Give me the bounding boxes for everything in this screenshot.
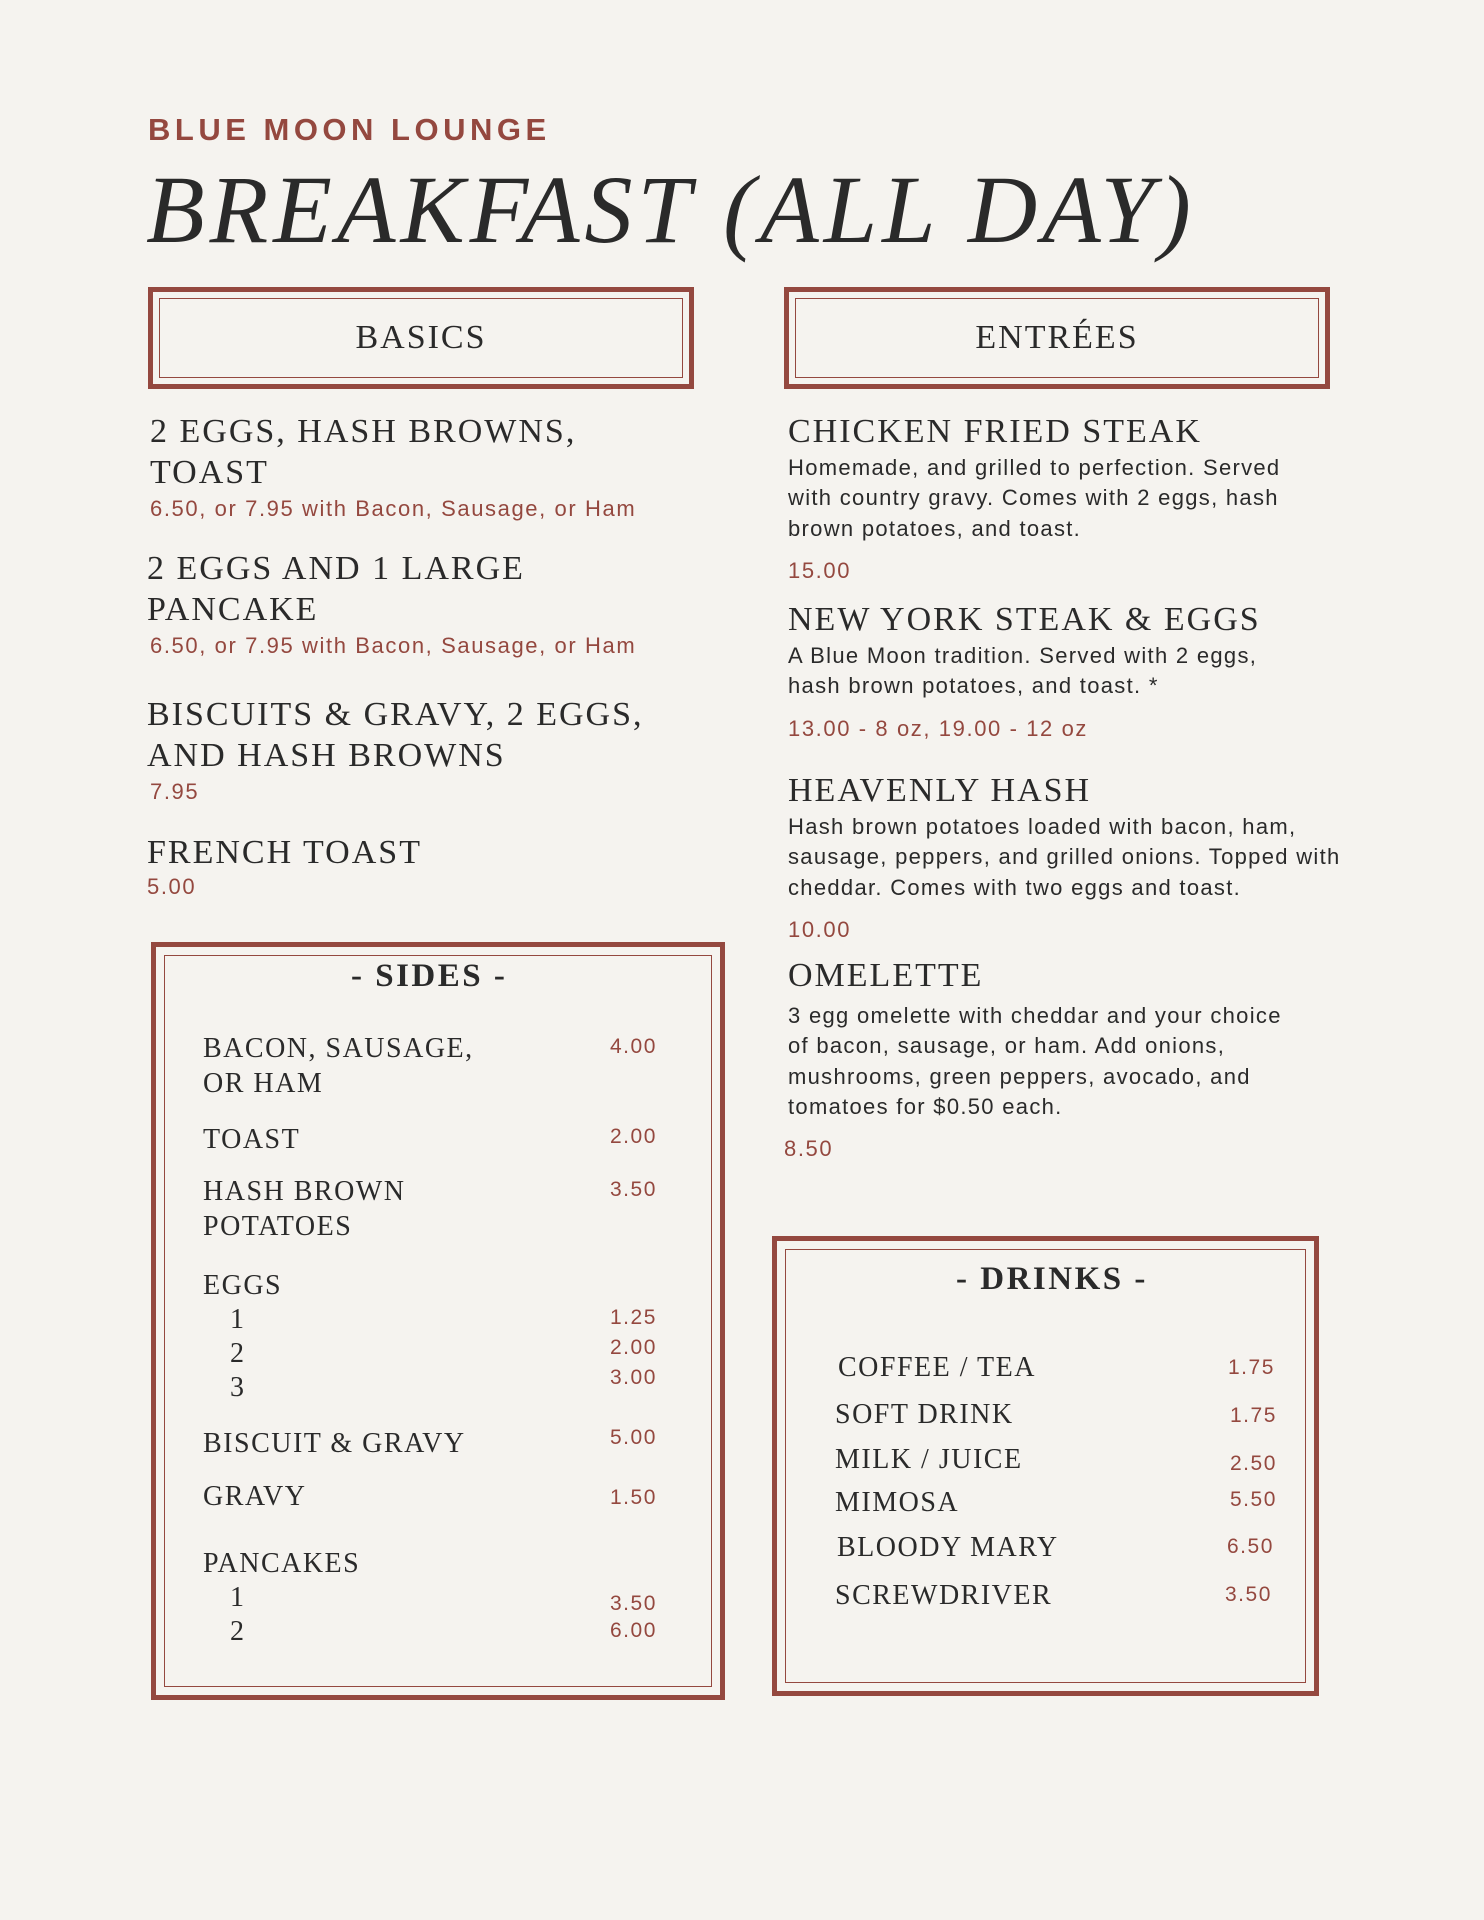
item-name: CHICKEN FRIED STEAK bbox=[788, 413, 1202, 450]
basics-item bbox=[147, 833, 422, 900]
item-name: FRENCH TOAST bbox=[147, 834, 422, 871]
side-item-name: PANCAKES bbox=[203, 1548, 361, 1579]
side-item-price: 2.00 bbox=[610, 1125, 657, 1148]
side-item-price: 1.50 bbox=[610, 1486, 657, 1509]
basics-heading-box bbox=[148, 287, 694, 389]
side-item-name: GRAVY bbox=[203, 1481, 307, 1512]
egg-qty: 3 bbox=[230, 1372, 246, 1403]
item-price: 8.50 bbox=[784, 1136, 834, 1162]
item-price: 10.00 bbox=[788, 916, 852, 942]
item-name: 2 EGGS, HASH BROWNS, TOAST bbox=[150, 413, 577, 491]
side-item-price: 4.00 bbox=[610, 1035, 657, 1058]
entree-item bbox=[788, 412, 1280, 584]
drink-price: 5.50 bbox=[1230, 1488, 1277, 1511]
drink-name: MILK / JUICE bbox=[835, 1444, 1023, 1475]
pancake-qty: 1 bbox=[230, 1582, 246, 1613]
item-description: 3 egg omelette with cheddar and your choice of bacon, sausage, or ham. Add onions, mushrooms, green peppers, avocado, and tomatoes for $0.50 each. bbox=[788, 1002, 1282, 1119]
item-name: HEAVENLY HASH bbox=[788, 772, 1092, 809]
side-item-name: HASH BROWN POTATOES bbox=[203, 1176, 406, 1242]
drink-name: SOFT DRINK bbox=[835, 1399, 1014, 1430]
egg-qty: 1 bbox=[230, 1304, 246, 1335]
entree-item bbox=[784, 956, 1282, 1162]
basics-item bbox=[147, 549, 636, 659]
item-description: A Blue Moon tradition. Served with 2 eggs, hash brown potatoes, and toast. * bbox=[788, 642, 1258, 699]
item-price: 5.00 bbox=[147, 873, 197, 899]
page-title: BREAKFAST (ALL DAY) bbox=[146, 156, 1196, 263]
side-item-name: EGGS bbox=[203, 1270, 283, 1301]
drink-name: COFFEE / TEA bbox=[838, 1352, 1036, 1383]
drink-price: 1.75 bbox=[1230, 1404, 1277, 1427]
side-item-name: TOAST bbox=[203, 1124, 301, 1155]
drink-name: MIMOSA bbox=[835, 1487, 960, 1518]
egg-price: 2.00 bbox=[610, 1336, 657, 1359]
pancake-price: 6.00 bbox=[610, 1619, 657, 1642]
drink-name: SCREWDRIVER bbox=[835, 1580, 1053, 1611]
item-name: OMELETTE bbox=[788, 957, 984, 994]
basics-heading: BASICS bbox=[159, 298, 683, 378]
item-price: 6.50, or 7.95 with Bacon, Sausage, or Ham bbox=[150, 495, 637, 521]
entrees-heading: ENTRÉES bbox=[795, 298, 1319, 378]
drink-price: 3.50 bbox=[1225, 1583, 1272, 1606]
entrees-heading-box bbox=[784, 287, 1330, 389]
item-name: BISCUITS & GRAVY, 2 EGGS, AND HASH BROWNS bbox=[147, 696, 644, 774]
entree-item bbox=[788, 600, 1261, 742]
drink-name: BLOODY MARY bbox=[837, 1532, 1059, 1563]
item-price: 7.95 bbox=[150, 778, 200, 804]
item-description: Homemade, and grilled to perfection. Served with country gravy. Comes with 2 eggs, hash brown potatoes, and toast. bbox=[788, 454, 1281, 541]
side-item-price: 5.00 bbox=[610, 1426, 657, 1449]
entree-item bbox=[788, 771, 1341, 943]
basics-item bbox=[147, 695, 644, 805]
pancake-qty: 2 bbox=[230, 1616, 246, 1647]
item-price: 6.50, or 7.95 with Bacon, Sausage, or Ham bbox=[150, 632, 637, 658]
drinks-heading: - DRINKS - bbox=[956, 1261, 1148, 1297]
restaurant-name: BLUE MOON LOUNGE bbox=[148, 112, 551, 147]
drink-price: 2.50 bbox=[1230, 1452, 1277, 1475]
item-name: NEW YORK STEAK & EGGS bbox=[788, 601, 1261, 638]
sides-heading: - SIDES - bbox=[351, 958, 508, 994]
item-description: Hash brown potatoes loaded with bacon, ham, sausage, peppers, and grilled onions. Topped with cheddar. Comes with two eggs and toast. bbox=[788, 813, 1341, 900]
drink-price: 1.75 bbox=[1228, 1356, 1275, 1379]
side-item-name: BISCUIT & GRAVY bbox=[203, 1428, 466, 1459]
pancake-price: 3.50 bbox=[610, 1592, 657, 1615]
drink-price: 6.50 bbox=[1227, 1535, 1274, 1558]
side-item-price: 3.50 bbox=[610, 1178, 657, 1201]
basics-item bbox=[150, 412, 636, 522]
egg-price: 1.25 bbox=[610, 1306, 657, 1329]
egg-qty: 2 bbox=[230, 1338, 246, 1369]
item-price: 15.00 bbox=[788, 557, 852, 583]
item-name: 2 EGGS AND 1 LARGE PANCAKE bbox=[147, 550, 525, 628]
item-price: 13.00 - 8 oz, 19.00 - 12 oz bbox=[788, 715, 1089, 741]
side-item-name: BACON, SAUSAGE, OR HAM bbox=[203, 1033, 474, 1099]
egg-price: 3.00 bbox=[610, 1366, 657, 1389]
